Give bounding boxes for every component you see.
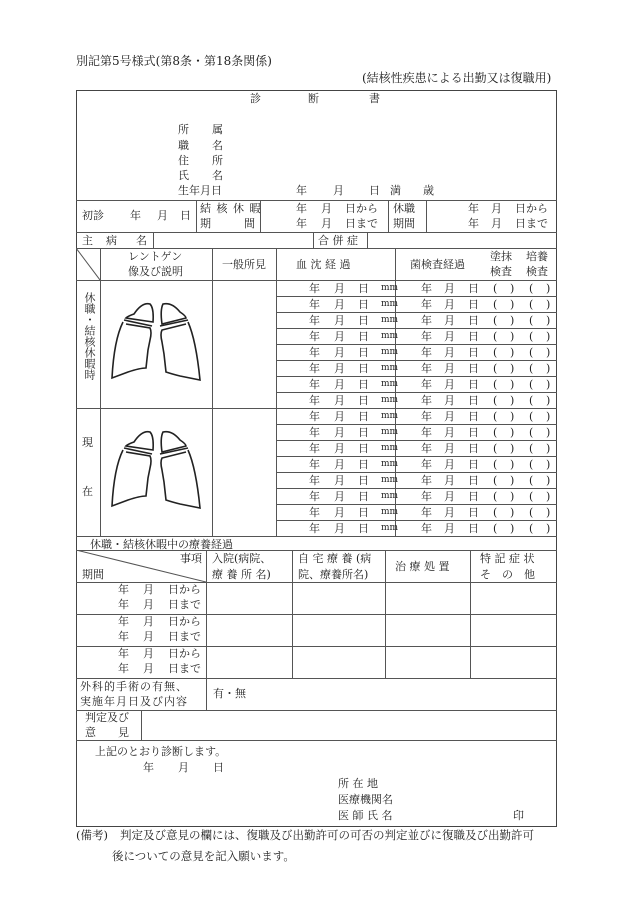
smear-close: ) bbox=[510, 394, 515, 407]
smear-close: ) bbox=[510, 362, 515, 375]
leave-to-year: 年 bbox=[296, 217, 307, 230]
seal-mark: 印 bbox=[513, 809, 524, 822]
leave-from-year: 年 bbox=[296, 202, 307, 215]
esr-day: 日 bbox=[358, 346, 369, 359]
smear-open: ( bbox=[493, 314, 498, 327]
hospital-header-b: 療 養 所 名) bbox=[212, 568, 271, 581]
bacteria-day: 日 bbox=[468, 474, 479, 487]
esr-year: 年 bbox=[309, 330, 320, 343]
period-1-from-day: 日から bbox=[168, 583, 201, 596]
esr-month: 月 bbox=[334, 282, 345, 295]
leave-to-month: 月 bbox=[321, 217, 332, 230]
culture-open: ( bbox=[529, 490, 534, 503]
culture-close: ) bbox=[546, 362, 551, 375]
period-2-to-year: 年 bbox=[118, 630, 129, 643]
esr-month: 月 bbox=[334, 346, 345, 359]
esr-unit: mm bbox=[381, 475, 399, 485]
lung-diagram-icon bbox=[106, 428, 206, 514]
culture-close: ) bbox=[546, 394, 551, 407]
esr-day: 日 bbox=[358, 474, 369, 487]
bacteria-year: 年 bbox=[421, 522, 432, 535]
section-now-label-b: 在 bbox=[82, 485, 93, 498]
bacteria-day: 日 bbox=[468, 410, 479, 423]
culture-open: ( bbox=[529, 426, 534, 439]
smear-close: ) bbox=[510, 426, 515, 439]
label-job-b: 名 bbox=[212, 139, 223, 152]
esr-unit: mm bbox=[381, 395, 399, 405]
care-section-title: 休職・結核休暇中の療養経過 bbox=[90, 538, 233, 551]
xray-header-a: レントゲン bbox=[128, 250, 183, 263]
culture-close: ) bbox=[546, 442, 551, 455]
bacteria-year: 年 bbox=[421, 426, 432, 439]
period-2-from-year: 年 bbox=[118, 615, 129, 628]
bacteria-year: 年 bbox=[421, 378, 432, 391]
age-prefix: 満 bbox=[390, 184, 401, 197]
bacteria-month: 月 bbox=[444, 522, 455, 535]
period-3-to-day: 日まで bbox=[168, 662, 201, 675]
bacteria-day: 日 bbox=[468, 330, 479, 343]
period-2-from-day: 日から bbox=[168, 615, 201, 628]
esr-day: 日 bbox=[358, 362, 369, 375]
bacteria-month: 月 bbox=[444, 346, 455, 359]
diagonal-corner bbox=[76, 248, 100, 280]
bacteria-month: 月 bbox=[444, 298, 455, 311]
notes-header-a: 特 記 症 状 bbox=[480, 552, 535, 565]
smear-open: ( bbox=[493, 474, 498, 487]
bacteria-year: 年 bbox=[421, 330, 432, 343]
esr-unit: mm bbox=[381, 299, 399, 309]
culture-open: ( bbox=[529, 298, 534, 311]
suspension-from-year: 年 bbox=[468, 202, 479, 215]
culture-close: ) bbox=[546, 330, 551, 343]
esr-month: 月 bbox=[334, 426, 345, 439]
tb-leave-label-a: 期 bbox=[200, 217, 211, 230]
smear-open: ( bbox=[493, 298, 498, 311]
surgery-value: 有・無 bbox=[213, 687, 246, 700]
smear-open: ( bbox=[493, 506, 498, 519]
remarks-line-1: 判定及び意見の欄には、復職及び出勤許可の可否の判定並びに復職及び出勤許可 bbox=[120, 828, 534, 842]
bacteria-day: 日 bbox=[468, 314, 479, 327]
section-now-label-a: 現 bbox=[82, 436, 93, 449]
culture-open: ( bbox=[529, 394, 534, 407]
judgment-label-b: 意 見 bbox=[85, 726, 129, 739]
esr-day: 日 bbox=[358, 442, 369, 455]
culture-open: ( bbox=[529, 506, 534, 519]
notes-header-b: そ の 他 bbox=[480, 568, 535, 581]
smear-header-a: 塗抹 bbox=[490, 250, 512, 263]
esr-unit: mm bbox=[381, 331, 399, 341]
culture-close: ) bbox=[546, 298, 551, 311]
esr-unit: mm bbox=[381, 459, 399, 469]
smear-close: ) bbox=[510, 458, 515, 471]
smear-open: ( bbox=[493, 346, 498, 359]
tb-leave-label: 結 核 休 暇 bbox=[200, 202, 262, 215]
esr-month: 月 bbox=[334, 442, 345, 455]
birth-month: 月 bbox=[333, 184, 344, 197]
tb-leave-label-b: 間 bbox=[244, 217, 255, 230]
period-3-to-year: 年 bbox=[118, 662, 129, 675]
smear-open: ( bbox=[493, 458, 498, 471]
title-char: 診 bbox=[250, 92, 261, 105]
esr-year: 年 bbox=[309, 474, 320, 487]
bacteria-day: 日 bbox=[468, 362, 479, 375]
age-suffix: 歳 bbox=[423, 184, 434, 197]
culture-close: ) bbox=[546, 474, 551, 487]
esr-day: 日 bbox=[358, 298, 369, 311]
complication-label: 合 併 症 bbox=[318, 234, 358, 247]
bacteria-day: 日 bbox=[468, 378, 479, 391]
location-label: 所 在 地 bbox=[338, 777, 378, 790]
lung-diagram-icon bbox=[106, 300, 206, 386]
esr-unit: mm bbox=[381, 491, 399, 501]
bacteria-day: 日 bbox=[468, 506, 479, 519]
esr-unit: mm bbox=[381, 379, 399, 389]
esr-day: 日 bbox=[358, 314, 369, 327]
bacteria-day: 日 bbox=[468, 458, 479, 471]
bacteria-header: 菌検査経過 bbox=[410, 258, 465, 271]
culture-close: ) bbox=[546, 522, 551, 535]
doctor-name-label: 医 師 氏 名 bbox=[338, 809, 393, 822]
form-purpose: (結核性疾患による出勤又は復職用) bbox=[362, 71, 552, 85]
period-1-from-month: 月 bbox=[143, 583, 154, 596]
label-name-a: 氏 bbox=[178, 169, 189, 182]
culture-close: ) bbox=[546, 346, 551, 359]
esr-day: 日 bbox=[358, 522, 369, 535]
culture-close: ) bbox=[546, 314, 551, 327]
first-visit-label: 初診 bbox=[82, 209, 104, 222]
period-1-from-year: 年 bbox=[118, 583, 129, 596]
smear-open: ( bbox=[493, 394, 498, 407]
esr-month: 月 bbox=[334, 490, 345, 503]
esr-day: 日 bbox=[358, 330, 369, 343]
period-2-to-day: 日まで bbox=[168, 630, 201, 643]
leave-to-day: 日まで bbox=[345, 217, 378, 230]
bacteria-month: 月 bbox=[444, 474, 455, 487]
bacteria-month: 月 bbox=[444, 410, 455, 423]
smear-open: ( bbox=[493, 522, 498, 535]
sign-day: 日 bbox=[213, 761, 224, 774]
smear-close: ) bbox=[510, 506, 515, 519]
bacteria-day: 日 bbox=[468, 426, 479, 439]
culture-close: ) bbox=[546, 410, 551, 423]
bacteria-year: 年 bbox=[421, 298, 432, 311]
esr-year: 年 bbox=[309, 426, 320, 439]
culture-open: ( bbox=[529, 474, 534, 487]
birth-year: 年 bbox=[296, 184, 307, 197]
first-visit-year: 年 bbox=[130, 209, 141, 222]
esr-day: 日 bbox=[358, 506, 369, 519]
smear-close: ) bbox=[510, 298, 515, 311]
esr-day: 日 bbox=[358, 410, 369, 423]
main-disease-label-a: 主 bbox=[82, 234, 93, 247]
smear-close: ) bbox=[510, 314, 515, 327]
period-1-to-year: 年 bbox=[118, 598, 129, 611]
culture-header-a: 培養 bbox=[526, 250, 548, 263]
smear-close: ) bbox=[510, 474, 515, 487]
smear-open: ( bbox=[493, 426, 498, 439]
esr-month: 月 bbox=[334, 394, 345, 407]
esr-month: 月 bbox=[334, 410, 345, 423]
esr-day: 日 bbox=[358, 490, 369, 503]
period-3-from-year: 年 bbox=[118, 647, 129, 660]
esr-year: 年 bbox=[309, 282, 320, 295]
bacteria-month: 月 bbox=[444, 282, 455, 295]
period-1-to-day: 日まで bbox=[168, 598, 201, 611]
culture-close: ) bbox=[546, 378, 551, 391]
bacteria-day: 日 bbox=[468, 394, 479, 407]
esr-year: 年 bbox=[309, 298, 320, 311]
esr-unit: mm bbox=[381, 363, 399, 373]
esr-month: 月 bbox=[334, 378, 345, 391]
esr-unit: mm bbox=[381, 347, 399, 357]
period-3-from-month: 月 bbox=[143, 647, 154, 660]
suspension-label-a: 休職 bbox=[393, 202, 415, 215]
esr-month: 月 bbox=[334, 298, 345, 311]
esr-unit: mm bbox=[381, 315, 399, 325]
bacteria-month: 月 bbox=[444, 362, 455, 375]
suspension-from-day: 日から bbox=[515, 202, 548, 215]
bacteria-year: 年 bbox=[421, 346, 432, 359]
culture-close: ) bbox=[546, 490, 551, 503]
first-visit-day: 日 bbox=[180, 209, 191, 222]
label-name-b: 名 bbox=[212, 169, 223, 182]
label-affiliation-b: 属 bbox=[212, 123, 223, 136]
culture-open: ( bbox=[529, 410, 534, 423]
esr-month: 月 bbox=[334, 314, 345, 327]
esr-unit: mm bbox=[381, 411, 399, 421]
bacteria-year: 年 bbox=[421, 314, 432, 327]
esr-unit: mm bbox=[381, 427, 399, 437]
bacteria-year: 年 bbox=[421, 490, 432, 503]
period-3-from-day: 日から bbox=[168, 647, 201, 660]
first-visit-month: 月 bbox=[157, 209, 168, 222]
smear-open: ( bbox=[493, 330, 498, 343]
esr-year: 年 bbox=[309, 506, 320, 519]
suspension-to-year: 年 bbox=[468, 217, 479, 230]
esr-month: 月 bbox=[334, 474, 345, 487]
esr-year: 年 bbox=[309, 442, 320, 455]
bacteria-month: 月 bbox=[444, 314, 455, 327]
bacteria-year: 年 bbox=[421, 506, 432, 519]
bacteria-year: 年 bbox=[421, 410, 432, 423]
home-care-header-b: 院、療養所名) bbox=[298, 568, 369, 581]
bacteria-month: 月 bbox=[444, 506, 455, 519]
birth-day: 日 bbox=[369, 184, 380, 197]
culture-close: ) bbox=[546, 458, 551, 471]
esr-year: 年 bbox=[309, 410, 320, 423]
bacteria-year: 年 bbox=[421, 458, 432, 471]
culture-open: ( bbox=[529, 522, 534, 535]
esr-unit: mm bbox=[381, 283, 399, 293]
esr-day: 日 bbox=[358, 282, 369, 295]
esr-unit: mm bbox=[381, 523, 399, 533]
title-char: 書 bbox=[369, 92, 380, 105]
esr-year: 年 bbox=[309, 346, 320, 359]
suspension-from-month: 月 bbox=[491, 202, 502, 215]
label-job-a: 職 bbox=[178, 139, 189, 152]
label-affiliation-a: 所 bbox=[178, 123, 189, 136]
period-2-to-month: 月 bbox=[143, 630, 154, 643]
esr-year: 年 bbox=[309, 490, 320, 503]
treatment-header: 治 療 処 置 bbox=[395, 560, 450, 573]
bacteria-day: 日 bbox=[468, 522, 479, 535]
label-birthdate: 生年月日 bbox=[178, 184, 222, 197]
bacteria-month: 月 bbox=[444, 426, 455, 439]
smear-open: ( bbox=[493, 362, 498, 375]
period-2-from-month: 月 bbox=[143, 615, 154, 628]
bacteria-month: 月 bbox=[444, 442, 455, 455]
esr-month: 月 bbox=[334, 458, 345, 471]
smear-close: ) bbox=[510, 410, 515, 423]
esr-month: 月 bbox=[334, 362, 345, 375]
esr-month: 月 bbox=[334, 330, 345, 343]
bacteria-year: 年 bbox=[421, 442, 432, 455]
corner-period-label: 期間 bbox=[82, 568, 104, 581]
main-disease-label-c: 名 bbox=[136, 234, 147, 247]
culture-open: ( bbox=[529, 458, 534, 471]
sign-year: 年 bbox=[143, 761, 154, 774]
bacteria-month: 月 bbox=[444, 330, 455, 343]
bacteria-year: 年 bbox=[421, 474, 432, 487]
general-findings-header: 一般所見 bbox=[222, 258, 266, 271]
hospital-header-a: 入院(病院、 bbox=[212, 552, 272, 565]
bacteria-day: 日 bbox=[468, 442, 479, 455]
leave-from-month: 月 bbox=[321, 202, 332, 215]
smear-close: ) bbox=[510, 346, 515, 359]
culture-close: ) bbox=[546, 282, 551, 295]
smear-close: ) bbox=[510, 522, 515, 535]
bacteria-day: 日 bbox=[468, 490, 479, 503]
esr-day: 日 bbox=[358, 394, 369, 407]
culture-open: ( bbox=[529, 362, 534, 375]
label-address-b: 所 bbox=[212, 154, 223, 167]
esr-year: 年 bbox=[309, 458, 320, 471]
label-address-a: 住 bbox=[178, 154, 189, 167]
esr-year: 年 bbox=[309, 522, 320, 535]
culture-open: ( bbox=[529, 346, 534, 359]
judgment-label-a: 判定及び bbox=[85, 711, 129, 724]
smear-close: ) bbox=[510, 378, 515, 391]
xray-header-b: 像及び説明 bbox=[128, 265, 183, 278]
bacteria-day: 日 bbox=[468, 346, 479, 359]
esr-year: 年 bbox=[309, 378, 320, 391]
smear-open: ( bbox=[493, 282, 498, 295]
main-disease-label-b: 病 bbox=[106, 234, 117, 247]
culture-open: ( bbox=[529, 442, 534, 455]
smear-header-b: 検査 bbox=[490, 265, 512, 278]
bacteria-year: 年 bbox=[421, 362, 432, 375]
bacteria-year: 年 bbox=[421, 394, 432, 407]
smear-close: ) bbox=[510, 442, 515, 455]
suspension-to-day: 日まで bbox=[515, 217, 548, 230]
esr-unit: mm bbox=[381, 507, 399, 517]
esr-day: 日 bbox=[358, 378, 369, 391]
smear-close: ) bbox=[510, 330, 515, 343]
remarks-label: (備考) bbox=[76, 828, 108, 842]
bacteria-day: 日 bbox=[468, 298, 479, 311]
bacteria-month: 月 bbox=[444, 394, 455, 407]
period-3-to-month: 月 bbox=[143, 662, 154, 675]
esr-year: 年 bbox=[309, 314, 320, 327]
culture-close: ) bbox=[546, 506, 551, 519]
period-1-to-month: 月 bbox=[143, 598, 154, 611]
bacteria-month: 月 bbox=[444, 490, 455, 503]
smear-open: ( bbox=[493, 442, 498, 455]
bacteria-year: 年 bbox=[421, 282, 432, 295]
esr-year: 年 bbox=[309, 362, 320, 375]
bacteria-month: 月 bbox=[444, 378, 455, 391]
sign-month: 月 bbox=[178, 761, 189, 774]
esr-header: 血 沈 経 過 bbox=[296, 258, 351, 271]
suspension-to-month: 月 bbox=[491, 217, 502, 230]
smear-open: ( bbox=[493, 410, 498, 423]
suspension-label-b: 期間 bbox=[393, 217, 415, 230]
esr-month: 月 bbox=[334, 522, 345, 535]
home-care-header-a: 自 宅 療 養 (病 bbox=[298, 552, 372, 565]
form-reference: 別記第5号様式(第8条・第18条関係) bbox=[76, 54, 272, 68]
smear-open: ( bbox=[493, 490, 498, 503]
surgery-label-a: 外科的手術の有無、 bbox=[80, 680, 188, 693]
smear-open: ( bbox=[493, 378, 498, 391]
corner-item-label: 事項 bbox=[180, 552, 202, 565]
esr-year: 年 bbox=[309, 394, 320, 407]
bacteria-day: 日 bbox=[468, 282, 479, 295]
esr-unit: mm bbox=[381, 443, 399, 453]
esr-month: 月 bbox=[334, 506, 345, 519]
surgery-label-b: 実施年月日及び内容 bbox=[80, 695, 188, 708]
esr-day: 日 bbox=[358, 458, 369, 471]
bacteria-month: 月 bbox=[444, 458, 455, 471]
remarks-line-2: 後についての意見を記入願います。 bbox=[112, 849, 295, 863]
statement-text: 上記のとおり診断します。 bbox=[95, 745, 227, 758]
title-char: 断 bbox=[308, 92, 319, 105]
section-leave-label: 休職・結核休暇時 bbox=[83, 292, 96, 380]
culture-open: ( bbox=[529, 330, 534, 343]
smear-close: ) bbox=[510, 282, 515, 295]
culture-header-b: 検査 bbox=[526, 265, 548, 278]
smear-close: ) bbox=[510, 490, 515, 503]
institution-label: 医療機関名 bbox=[338, 793, 393, 806]
culture-close: ) bbox=[546, 426, 551, 439]
culture-open: ( bbox=[529, 378, 534, 391]
culture-open: ( bbox=[529, 282, 534, 295]
leave-from-day: 日から bbox=[345, 202, 378, 215]
esr-day: 日 bbox=[358, 426, 369, 439]
culture-open: ( bbox=[529, 314, 534, 327]
